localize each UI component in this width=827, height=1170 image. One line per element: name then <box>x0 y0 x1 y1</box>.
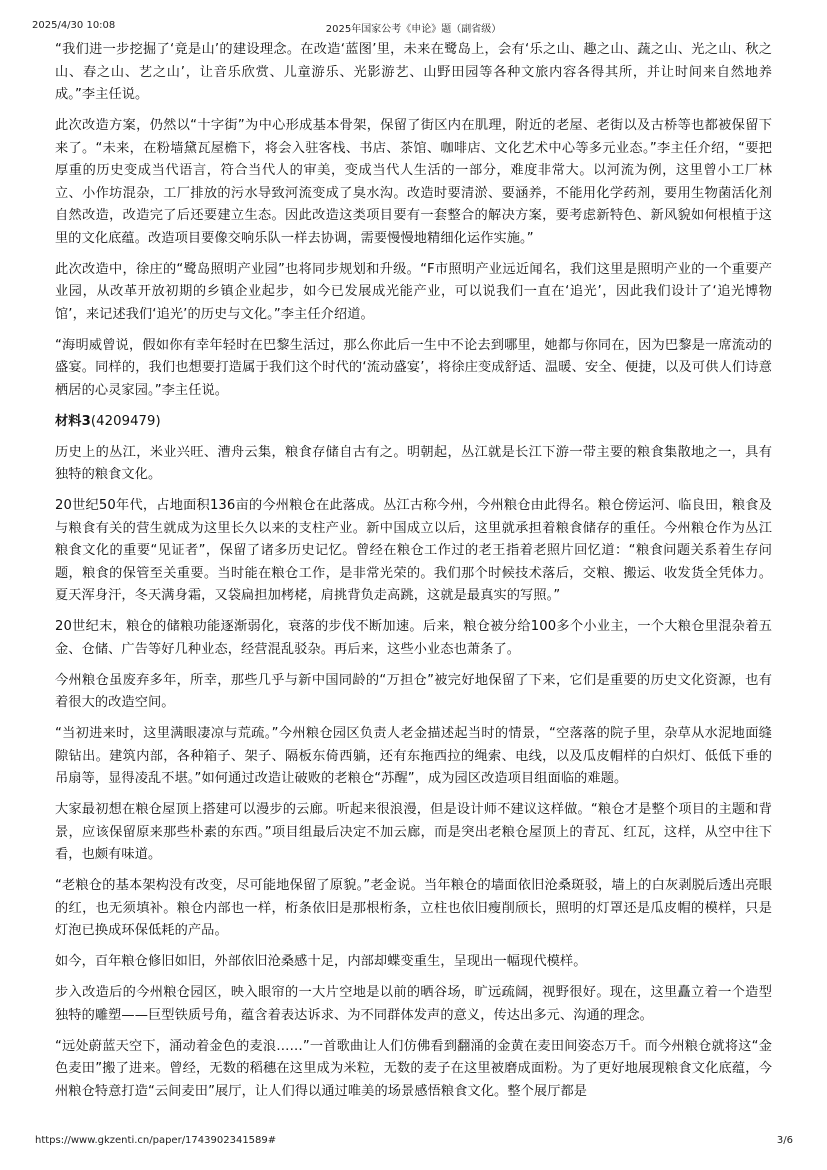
section-heading <box>55 411 772 434</box>
page-header <box>16 20 811 36</box>
document-title: 2025年国家公考《申论》题（副省级） <box>325 24 502 35</box>
paragraph: 今州粮仓虽废弃多年，所幸，那些几乎与新中国同龄的“万担仓”被完好地保留了下来，它们是重要的历史文化资源，也有着很大的改造空间。 <box>55 672 772 710</box>
section-label: 材料3 <box>55 413 91 429</box>
paragraph: “当初进来时，这里满眼凄凉与荒疏。”今州粮仓园区负责人老金描述起当时的情景，“空落落的院子里，杂草从水泥地面缝隙钻出。建筑内部，各种箱子、架子、隔板东倚西躺，还有东拖西拉的绳索、电线，以及瓜皮帽样的白炽灯、低低下垂的吊扇等，显得凌乱不堪。”如何通过改造让破败的老粮仓“苏醒”，成为园区改造项目组面临的难题。 <box>55 726 772 786</box>
page-url: https://www.gkzenti.cn/paper/1743902341589# <box>35 1135 277 1146</box>
document-body <box>55 39 772 1112</box>
paragraph: 历史上的丛江，米业兴旺、漕舟云集，粮食存储自古有之。明朝起，丛江就是长江下游一带主要的粮食集散地之一，具有独特的粮食文化。 <box>55 444 772 482</box>
paragraph: 20世纪50年代，占地面积136亩的今州粮仓在此落成。丛江古称今州，今州粮仓由此得名。粮仓傍运河、临良田，粮食及与粮食有关的营生就成为这里长久以来的支柱产业。新中国成立以后，这里就承担着粮食储存的重任。今州粮仓作为丛江粮食文化的重要“见证者”，保留了诸多历史记忆。曾经在粮仓工作过的老王指着老照片回忆道：“粮食问题关系着生存问题，粮食的保管至关重要。当时能在粮仓工作，是非常光荣的。我们那个时候技术落后，交粮、搬运、收发货全凭体力。夏天浑身汗，冬天满身霜，又袋扁担加栲栳，肩挑背负走高跳，这就是最真实的写照。” <box>55 498 772 603</box>
paragraph: 20世纪末，粮仓的储粮功能逐渐弱化，衰落的步伐不断加速。后来，粮仓被分给100多个小业主，一个大粮仓里混杂着五金、仓储、广告等好几种业态，经营混乱驳杂。再后来，这些小业态也萧条了。 <box>55 619 772 657</box>
paragraph: 如今，百年粮仓修旧如旧，外部依旧沧桑感十足，内部却蝶变重生，呈现出一幅现代模样。 <box>55 954 587 969</box>
section-id: (4209479) <box>90 413 161 429</box>
paragraph: 此次改造方案，仍然以“十字街”为中心形成基本骨架，保留了街区内在肌理，附近的老屋、老街以及古桥等也都被保留下来了。“未来，在粉墙黛瓦屋檐下，将会入驻客栈、书店、茶馆、咖啡店、文化艺术中心等多元业态。”李主任介绍，“要把厚重的历史变成当代语言，符合当代人的审美，变成当代人生活的一部分，难度非常大。以河流为例，这里曾小工厂林立、小作坊混杂，工厂排放的污水导致河流变成了臭水沟。改造时要清淤、要涵养，不能用化学药剂，要用生物菌活化剂自然改造，改造完了后还要建立生态。因此改造这类项目要有一套整合的解决方案，要考虑新特色、新风貌如何根植于这里的文化底蕴。改造项目要像交响乐队一样去协调，需要慢慢地精细化运作实施。” <box>55 118 772 246</box>
paragraph: “我们进一步挖掘了‘竟是山’的建设理念。在改造‘蓝图’里，未来在鹭岛上，会有‘乐之山、趣之山、蔬之山、光之山、秋之山、春之山、艺之山’，让音乐欣赏、儿童游乐、光影游艺、山野田园等各种文旅内容各得其所，并让时间来自然地养成。”李主任说。 <box>55 42 772 102</box>
paragraph: “老粮仓的基本架构没有改变，尽可能地保留了原貌。”老金说。当年粮仓的墙面依旧沧桑斑驳，墙上的白灰剥脱后透出亮眼的红，也无须填补。粮仓内部也一样，桁条依旧是那根桁条，立柱也依旧瘦削颀长，照明的灯罩还是瓜皮帽的模样，只是灯泡已换成环保低耗的产品。 <box>55 878 772 938</box>
paragraph: 此次改造中，徐庄的“鹭岛照明产业园”也将同步规划和升级。“F市照明产业远近闻名，我们这里是照明产业的一个重要产业园，从改革开放初期的乡镇企业起步，如今已发展成光能产业，可以说我们一直在‘追光’，因此我们设计了‘追光博物馆’，来记述我们‘追光’的历史与文化。”李主任介绍道。 <box>55 261 772 322</box>
paragraph: “远处蔚蓝天空下，涌动着金色的麦浪……”一首歌曲让人们仿佛看到翻涌的金黄在麦田间姿态万千。而今州粮仓就将这“金色麦田”搬了进来。曾经，无数的稻穗在这里成为米粒，无数的麦子在这里被磨成面粉。为了更好地展现粮食文化底蕴，今州粮仓特意打造“云间麦田”展厅，让人们得以通过唯美的场景感悟粮食文化。整个展厅都是 <box>55 1038 772 1099</box>
paragraph: 大家最初想在粮仓屋顶上搭建可以漫步的云廊。听起来很浪漫，但是设计师不建议这样做。“粮仓才是整个项目的主题和背景，应该保留原来那些朴素的东西。”项目组最后决定不加云廊，而是突出老粮仓屋顶上的青瓦、红瓦，这样，从空中往下看，也颇有味道。 <box>55 802 772 862</box>
page-footer <box>0 1135 827 1151</box>
print-datetime: 2025/4/30 10:08 <box>32 20 116 31</box>
paragraph: “海明威曾说，假如你有幸年轻时在巴黎生活过，那么你此后一生中不论去到哪里，她都与你同在，因为巴黎是一席流动的盛宴。同样的，我们也想要打造属于我们这个时代的‘流动盛宴’，将徐庄变成舒适、温暖、安全、便捷，以及可供人们诗意栖居的心灵家园。”李主任说。 <box>55 337 772 398</box>
page-number: 3/6 <box>776 1135 793 1146</box>
paragraph: 步入改造后的今州粮仓园区，映入眼帘的一大片空地是以前的晒谷场，旷远疏阔，视野很好。现在，这里矗立着一个造型独特的雕塑——巨型铁质号角，蕴含着表达诉求、为不同群体发声的意义，传达出多元、沟通的理念。 <box>55 985 772 1023</box>
